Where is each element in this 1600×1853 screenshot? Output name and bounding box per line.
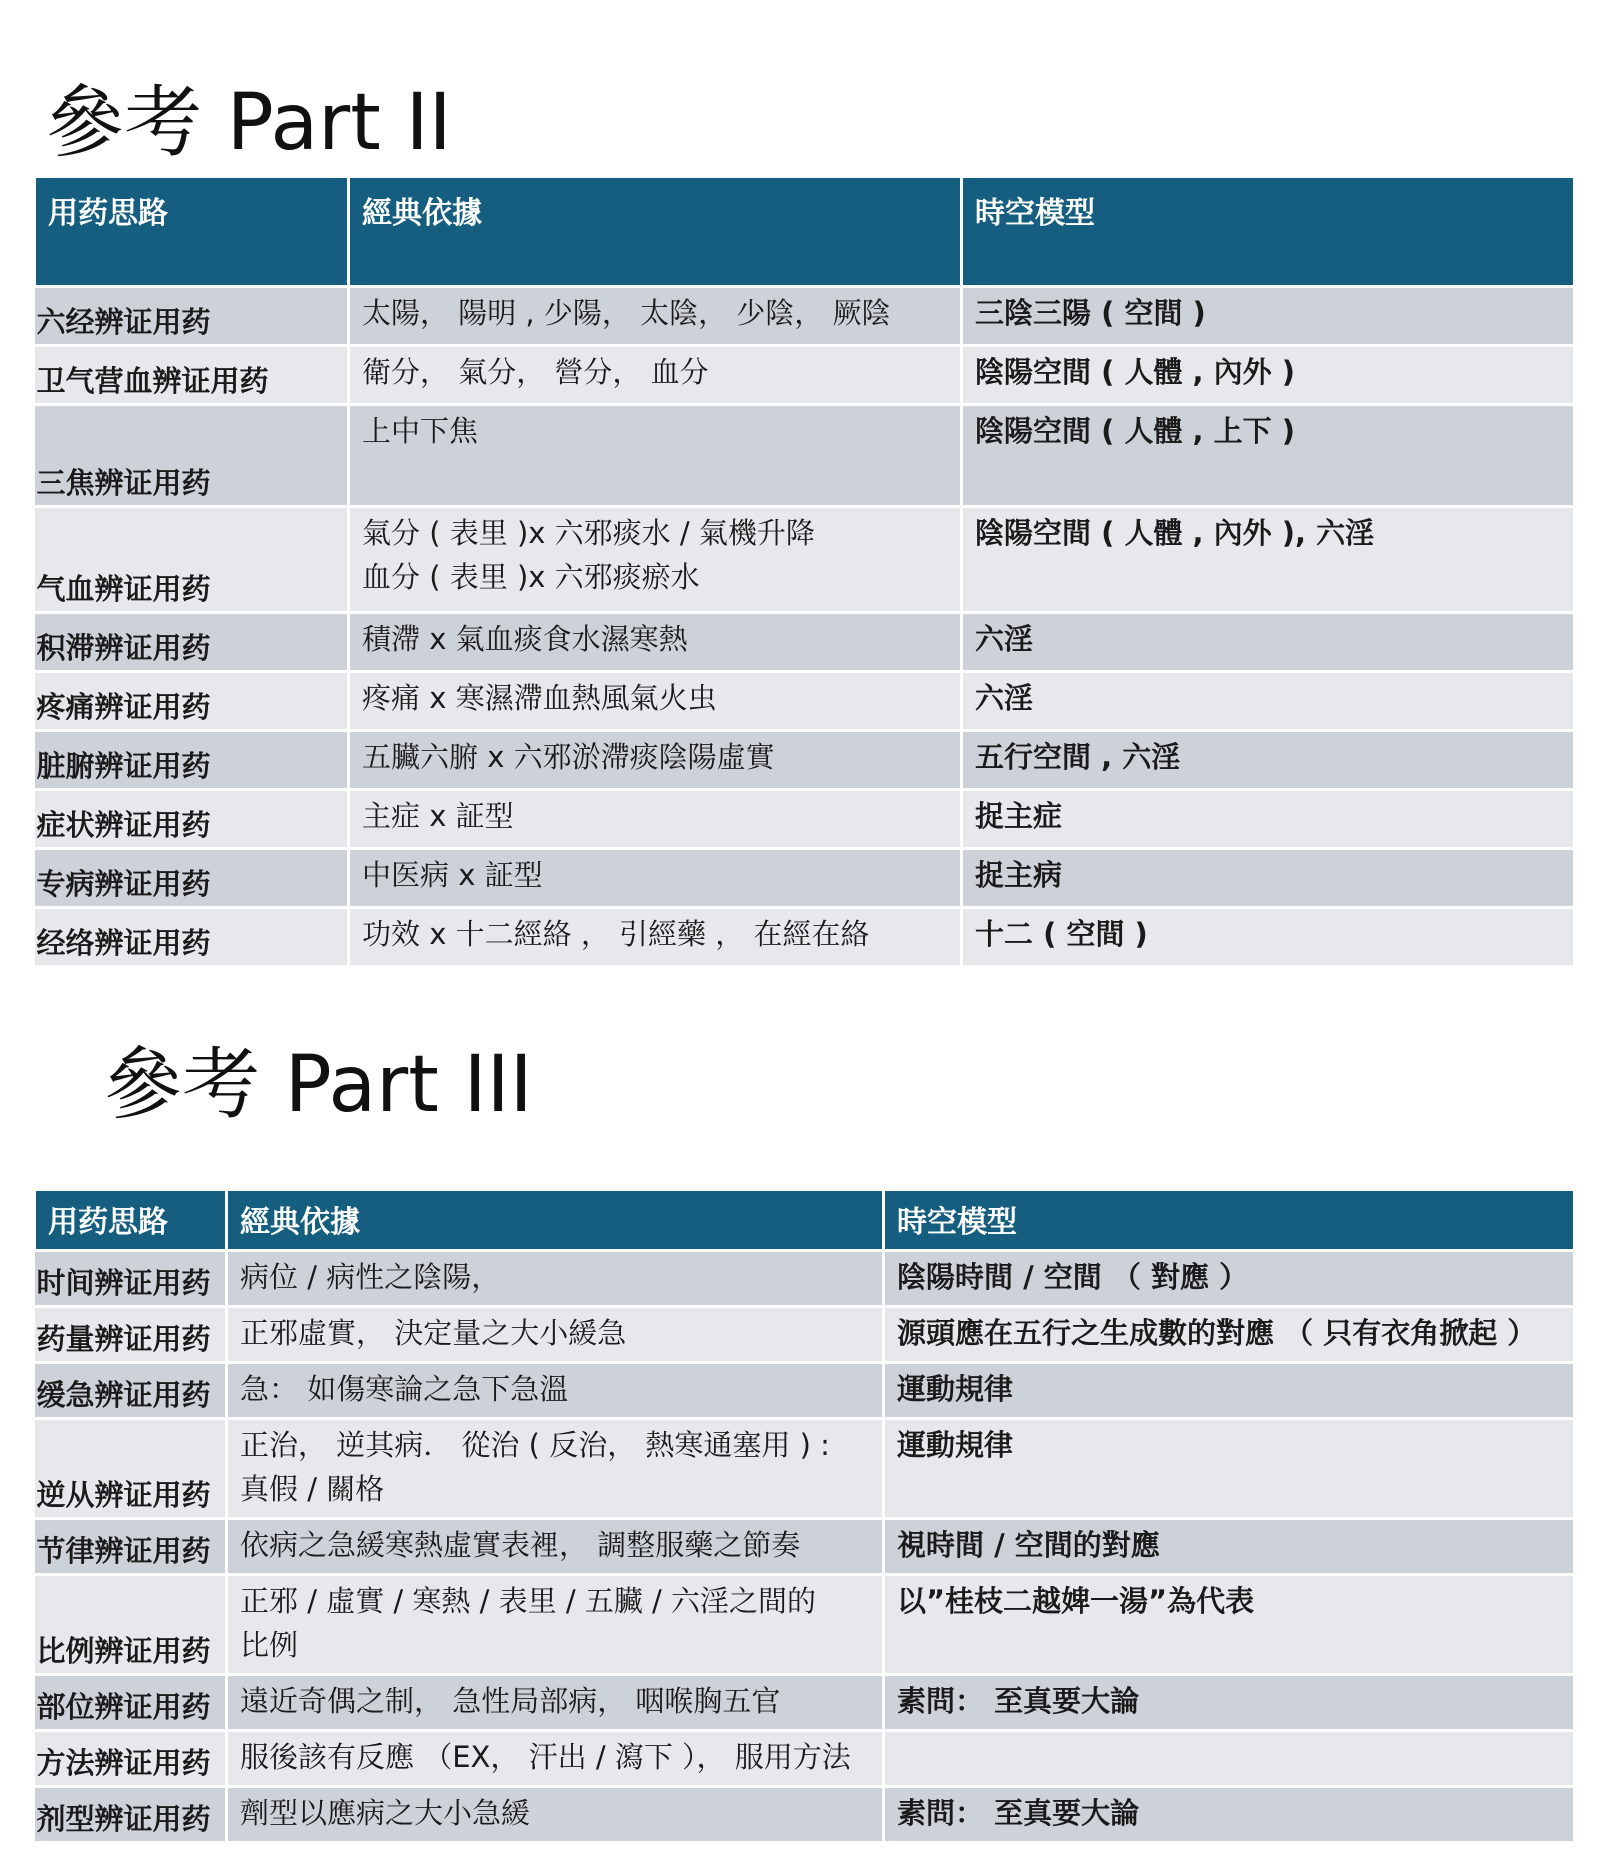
basis-line: 五臟六腑 x 六邪淤滯痰陰陽虛實 — [362, 740, 775, 774]
model-cell: 陰陽時間 / 空間 （ 對應 ） — [884, 1251, 1573, 1307]
approach-cell: 方法辨证用药 — [35, 1731, 227, 1787]
header-basis: 經典依據 — [349, 178, 962, 287]
model-cell: 捉主症 — [962, 790, 1573, 849]
table-row — [35, 908, 1573, 967]
table-row — [35, 287, 1573, 346]
basis-cell — [227, 1519, 884, 1575]
table-row — [35, 1787, 1573, 1843]
model-cell: 六淫 — [962, 613, 1573, 672]
basis-line: 正邪 / 虛實 / 寒熱 / 表里 / 五臟 / 六淫之間的 — [240, 1584, 817, 1618]
model-cell: 運動規律 — [884, 1363, 1573, 1419]
part3-title: 參考 Part III — [104, 1040, 533, 1130]
basis-cell — [349, 672, 962, 731]
header-approach: 用药思路 — [35, 1191, 227, 1251]
basis-line: 服後該有反應 （EX， 汗出 / 瀉下 ）， 服用方法 — [240, 1740, 851, 1774]
approach-cell: 积滞辨证用药 — [35, 613, 349, 672]
table-row — [35, 346, 1573, 405]
part2-title: 參考 Part II — [46, 78, 452, 168]
model-cell: 六淫 — [962, 672, 1573, 731]
basis-line: 氣分 ( 表里 )x 六邪痰水 / 氣機升降 — [362, 516, 815, 550]
table-row — [35, 731, 1573, 790]
approach-cell: 缓急辨证用药 — [35, 1363, 227, 1419]
approach-cell: 剂型辨证用药 — [35, 1787, 227, 1843]
approach-cell: 逆从辨证用药 — [35, 1419, 227, 1519]
approach-cell: 三焦辨证用药 — [35, 405, 349, 507]
basis-line: 正邪虛實， 決定量之大小緩急 — [240, 1316, 627, 1350]
basis-line: 上中下焦 — [362, 414, 479, 448]
header-basis: 經典依據 — [227, 1191, 884, 1251]
part2-table — [33, 178, 1573, 968]
table-row — [35, 1251, 1573, 1307]
table-row — [35, 1519, 1573, 1575]
table-row — [35, 1419, 1573, 1519]
approach-cell: 六经辨证用药 — [35, 287, 349, 346]
basis-cell — [227, 1731, 884, 1787]
model-cell: 素問： 至真要大論 — [884, 1675, 1573, 1731]
basis-cell — [227, 1575, 884, 1675]
header-model: 時空模型 — [962, 178, 1573, 287]
table-row — [35, 1731, 1573, 1787]
model-cell: 五行空間 , 六淫 — [962, 731, 1573, 790]
part3-table — [33, 1191, 1573, 1844]
part3-table-container — [33, 1191, 1571, 1853]
basis-cell — [349, 507, 962, 613]
basis-cell — [227, 1307, 884, 1363]
model-cell — [884, 1731, 1573, 1787]
approach-cell: 比例辨证用药 — [35, 1575, 227, 1675]
basis-line: 中医病 x 証型 — [362, 858, 543, 892]
table-row — [35, 405, 1573, 507]
approach-cell: 药量辨证用药 — [35, 1307, 227, 1363]
table-header-row — [35, 178, 1573, 287]
table-row — [35, 1575, 1573, 1675]
model-cell: 素問： 至真要大論 — [884, 1787, 1573, 1843]
table-row — [35, 613, 1573, 672]
basis-cell — [227, 1675, 884, 1731]
approach-cell: 症状辨证用药 — [35, 790, 349, 849]
model-cell: 源頭應在五行之生成數的對應 （ 只有衣角掀起 ） — [884, 1307, 1573, 1363]
basis-line: 比例 — [240, 1628, 299, 1662]
table-row — [35, 507, 1573, 613]
approach-cell: 节律辨证用药 — [35, 1519, 227, 1575]
approach-cell: 气血辨证用药 — [35, 507, 349, 613]
basis-cell — [349, 908, 962, 967]
part2-table-container — [33, 178, 1571, 960]
approach-cell: 脏腑辨证用药 — [35, 731, 349, 790]
table-row — [35, 1363, 1573, 1419]
basis-cell — [227, 1419, 884, 1519]
header-model: 時空模型 — [884, 1191, 1573, 1251]
table-header-row — [35, 1191, 1573, 1251]
basis-line: 積滯 x 氣血痰食水濕寒熱 — [362, 622, 688, 656]
basis-line: 太陽， 陽明 , 少陽， 太陰， 少陰， 厥陰 — [362, 296, 891, 330]
basis-line: 急： 如傷寒論之急下急溫 — [240, 1372, 569, 1406]
basis-cell — [349, 287, 962, 346]
basis-line: 衛分， 氣分， 營分， 血分 — [362, 355, 709, 389]
table-row — [35, 790, 1573, 849]
basis-cell — [227, 1787, 884, 1843]
table-row — [35, 1307, 1573, 1363]
basis-cell — [227, 1251, 884, 1307]
model-cell: 以”桂枝二越婢一湯”為代表 — [884, 1575, 1573, 1675]
basis-line: 真假 / 關格 — [240, 1472, 385, 1506]
table-row — [35, 1675, 1573, 1731]
basis-line: 病位 / 病性之陰陽， — [240, 1260, 501, 1294]
approach-cell: 卫气营血辨证用药 — [35, 346, 349, 405]
basis-cell — [349, 346, 962, 405]
table-row — [35, 849, 1573, 908]
model-cell: 陰陽空間 ( 人體 , 上下 ) — [962, 405, 1573, 507]
model-cell: 三陰三陽 ( 空間 ) — [962, 287, 1573, 346]
table-row — [35, 672, 1573, 731]
basis-cell — [349, 613, 962, 672]
basis-line: 依病之急緩寒熱虛實表裡， 調整服藥之節奏 — [240, 1528, 801, 1562]
basis-line: 疼痛 x 寒濕滯血熱風氣火虫 — [362, 681, 717, 715]
approach-cell: 疼痛辨证用药 — [35, 672, 349, 731]
approach-cell: 时间辨证用药 — [35, 1251, 227, 1307]
basis-line: 遠近奇偶之制， 急性局部病， 咽喉胸五官 — [240, 1684, 781, 1718]
basis-cell — [349, 790, 962, 849]
basis-line: 劑型以應病之大小急緩 — [240, 1796, 531, 1830]
basis-line: 正治， 逆其病． 從治 ( 反治， 熱寒通塞用 ) : — [240, 1428, 830, 1462]
model-cell: 視時間 / 空間的對應 — [884, 1519, 1573, 1575]
model-cell: 運動規律 — [884, 1419, 1573, 1519]
approach-cell: 部位辨证用药 — [35, 1675, 227, 1731]
model-cell: 陰陽空間 ( 人體 , 內外 ), 六淫 — [962, 507, 1573, 613]
model-cell: 陰陽空間 ( 人體 , 內外 ) — [962, 346, 1573, 405]
model-cell: 捉主病 — [962, 849, 1573, 908]
basis-cell — [227, 1363, 884, 1419]
approach-cell: 经络辨证用药 — [35, 908, 349, 967]
model-cell: 十二 ( 空間 ) — [962, 908, 1573, 967]
basis-cell — [349, 731, 962, 790]
approach-cell: 专病辨证用药 — [35, 849, 349, 908]
basis-line: 血分 ( 表里 )x 六邪痰瘀水 — [362, 560, 700, 594]
basis-line: 主症 x 証型 — [362, 799, 514, 833]
header-approach: 用药思路 — [35, 178, 349, 287]
basis-cell — [349, 405, 962, 507]
basis-cell — [349, 849, 962, 908]
basis-line: 功效 x 十二經絡 ， 引經藥 ， 在經在絡 — [362, 917, 870, 951]
